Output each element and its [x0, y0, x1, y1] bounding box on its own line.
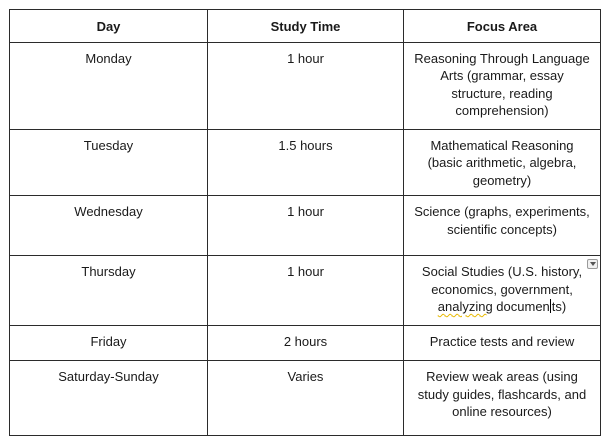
cell-focus-area[interactable]: Science (graphs, experiments, scientific concepts) — [404, 196, 601, 256]
cell-day[interactable]: Saturday-Sunday — [10, 361, 208, 436]
cell-menu-button[interactable] — [587, 259, 598, 269]
cell-day[interactable]: Wednesday — [10, 196, 208, 256]
cell-day[interactable]: Friday — [10, 326, 208, 361]
table-row-wednesday — [10, 196, 601, 256]
table-row-thursday — [10, 256, 601, 326]
table-row-tuesday — [10, 129, 601, 196]
cell-study-time[interactable]: 1.5 hours — [208, 129, 404, 196]
focus-text-mid: documen — [492, 299, 550, 314]
study-schedule-table — [9, 9, 601, 436]
table-row-monday — [10, 42, 601, 129]
cell-focus-area[interactable]: Practice tests and review — [404, 326, 601, 361]
focus-text-lead: Social Studies (U.S. history, economics, government, — [421, 264, 583, 297]
cell-focus-area[interactable]: Reasoning Through Language Arts (grammar, essay structure, reading comprehension) — [404, 42, 601, 129]
table-row-friday — [10, 326, 601, 361]
cell-focus-area-active[interactable] — [404, 256, 601, 326]
header-study-time[interactable]: Study Time — [208, 10, 404, 43]
table-header-row — [10, 10, 601, 43]
cell-day[interactable]: Monday — [10, 42, 208, 129]
cell-day[interactable]: Thursday — [10, 256, 208, 326]
cell-study-time[interactable]: Varies — [208, 361, 404, 436]
cell-focus-area[interactable]: Review weak areas (using study guides, flashcards, and online resources) — [404, 361, 601, 436]
cell-study-time[interactable]: 1 hour — [208, 256, 404, 326]
cell-study-time[interactable]: 1 hour — [208, 196, 404, 256]
header-day[interactable]: Day — [10, 10, 208, 43]
focus-text-tail: ts) — [551, 299, 567, 314]
spellcheck-flagged-word[interactable]: analyzing — [437, 299, 493, 314]
cell-study-time[interactable]: 1 hour — [208, 42, 404, 129]
cell-focus-area[interactable]: Mathematical Reasoning (basic arithmetic, algebra, geometry) — [404, 129, 601, 196]
chevron-down-icon — [590, 262, 596, 266]
table-row-saturday-sunday — [10, 361, 601, 436]
cell-study-time[interactable]: 2 hours — [208, 326, 404, 361]
study-schedule-table-container — [9, 9, 600, 436]
cell-day[interactable]: Tuesday — [10, 129, 208, 196]
header-focus-area[interactable]: Focus Area — [404, 10, 601, 43]
